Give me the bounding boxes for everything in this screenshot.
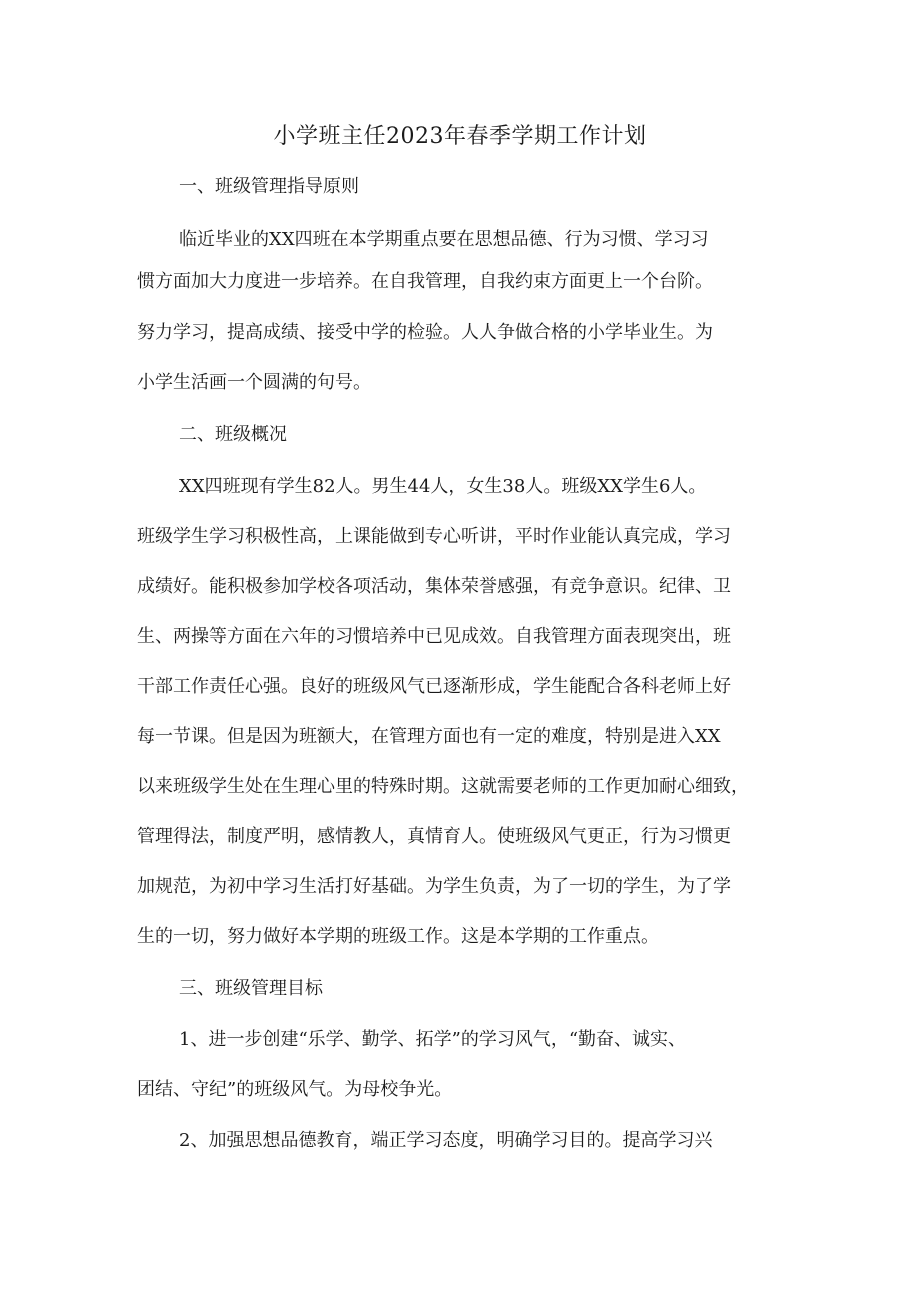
document-title: 小学班主任2023年春季学期工作计划 xyxy=(273,124,647,149)
paragraph-line: XX四班现有学生82人。男生44人，女生38人。班级XX学生6人。 xyxy=(179,476,707,497)
section-heading: 一、班级管理指导原则 xyxy=(179,176,359,197)
paragraph-line: 以来班级学生处在生理心里的特殊时期。这就需要老师的工作更加耐心细致， xyxy=(137,776,749,797)
section-heading: 三、班级管理目标 xyxy=(179,978,323,999)
paragraph-line: 努力学习，提高成绩、接受中学的检验。人人争做合格的小学毕业生。为 xyxy=(137,322,713,343)
paragraph-line: 班级学生学习积极性高，上课能做到专心听讲，平时作业能认真完成，学习 xyxy=(137,526,731,547)
section-heading: 二、班级概况 xyxy=(179,424,287,445)
paragraph-line: 小学生活画一个圆满的句号。 xyxy=(137,372,371,393)
paragraph-line: 生的一切，努力做好本学期的班级工作。这是本学期的工作重点。 xyxy=(137,926,659,947)
paragraph-line: 1、进一步创建“乐学、勤学、拓学”的学习风气，“勤奋、诚实、 xyxy=(179,1029,687,1050)
paragraph-line: 团结、守纪”的班级风气。为母校争光。 xyxy=(137,1079,453,1100)
paragraph-line: 成绩好。能积极参加学校各项活动，集体荣誉感强，有竞争意识。纪律、卫 xyxy=(137,576,731,597)
paragraph-line: 加规范，为初中学习生活打好基础。为学生负责，为了一切的学生，为了学 xyxy=(137,876,731,897)
paragraph-line: 临近毕业的XX四班在本学期重点要在思想品德、行为习惯、学习习 xyxy=(179,229,709,250)
paragraph-line: 2、加强思想品德教育，端正学习态度，明确学习目的。提高学习兴 xyxy=(179,1130,713,1151)
paragraph-line: 每一节课。但是因为班额大，在管理方面也有一定的难度，特别是进入XX xyxy=(137,726,721,747)
paragraph-line: 惯方面加大力度进一步培养。在自我管理，自我约束方面更上一个台阶。 xyxy=(137,271,713,292)
paragraph-line: 生、两操等方面在六年的习惯培养中已见成效。自我管理方面表现突出，班 xyxy=(137,626,731,647)
paragraph-line: 干部工作责任心强。良好的班级风气已逐渐形成，学生能配合各科老师上好 xyxy=(137,676,731,697)
paragraph-line: 管理得法，制度严明，感情教人，真情育人。使班级风气更正，行为习惯更 xyxy=(137,826,731,847)
